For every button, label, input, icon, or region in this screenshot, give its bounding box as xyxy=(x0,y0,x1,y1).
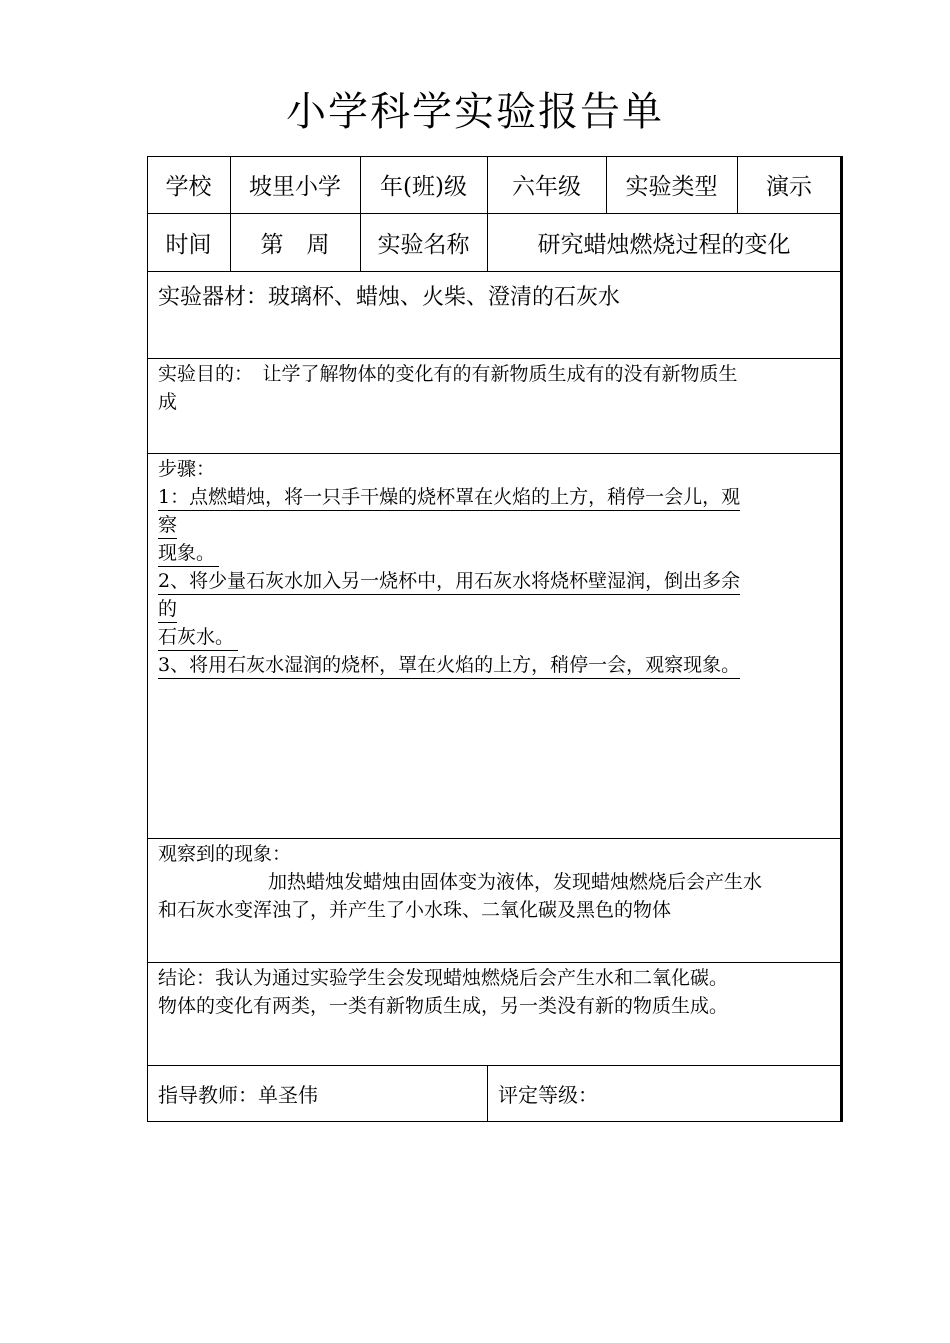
step-1-line: 1：点燃蜡烛，将一只手干燥的烧杯罩在火焰的上方，稍停一会儿，观 xyxy=(158,484,740,511)
purpose-line: 成 xyxy=(158,391,178,413)
observation-label: 观察到的现象： xyxy=(158,843,292,865)
school-value: 坡里小学 xyxy=(249,174,341,200)
row-divider xyxy=(147,838,841,839)
step-3-line: 3、将用石灰水湿润的烧杯，罩在火焰的上方，稍停一会，观察现象。 xyxy=(158,652,740,679)
purpose-section xyxy=(158,360,834,416)
observation-line: 加热蜡烛发蜡烛由固体变为液体，发现蜡烛燃烧后会产生水 xyxy=(268,871,763,893)
grade-value: 六年级 xyxy=(512,174,581,200)
row-divider xyxy=(147,453,841,454)
conclusion-section xyxy=(158,964,834,1020)
time-value: 第 周 xyxy=(260,231,330,258)
step-2-line: 2、将少量石灰水加入另一烧杯中，用石灰水将烧杯壁湿润，倒出多余 xyxy=(158,568,740,595)
step-1-line: 现象。 xyxy=(158,540,219,567)
table-right-edge xyxy=(841,156,843,1122)
conclusion-line: 结论：我认为通过实验学生会发现蜡烛燃烧后会产生水和二氧化碳。 xyxy=(158,967,729,989)
type-label: 实验类型 xyxy=(625,174,718,200)
school-label: 学校 xyxy=(165,174,212,200)
instructor-text: 指导教师：单圣伟 xyxy=(158,1083,318,1107)
page-title: 小学科学实验报告单 xyxy=(286,89,664,135)
step-1-line: 察 xyxy=(158,512,177,539)
step-2-line: 石灰水。 xyxy=(158,624,238,651)
time-label: 时间 xyxy=(165,231,212,258)
steps-label: 步骤： xyxy=(158,458,216,480)
experiment-name-value: 研究蜡烛燃烧过程的变化 xyxy=(537,231,791,258)
row-divider xyxy=(147,358,841,359)
column-divider xyxy=(487,1065,488,1122)
conclusion-line: 物体的变化有两类，一类有新物质生成，另一类没有新的物质生成。 xyxy=(158,995,729,1017)
steps-section xyxy=(158,455,834,679)
experiment-name-label: 实验名称 xyxy=(377,231,470,258)
rating-text: 评定等级： xyxy=(498,1083,598,1107)
observation-section xyxy=(158,840,834,924)
type-value: 演示 xyxy=(766,174,812,200)
step-2-line: 的 xyxy=(158,596,177,623)
purpose-line: 实验目的： 让学了解物体的变化有的有新物质生成有的没有新物质生 xyxy=(158,363,738,385)
row-divider xyxy=(147,962,841,963)
observation-line: 和石灰水变浑浊了，并产生了小水珠、二氧化碳及黑色的物体 xyxy=(158,899,672,921)
grade-label: 年(班)级 xyxy=(380,174,467,200)
materials-text: 实验器材：玻璃杯、蜡烛、火柴、澄清的石灰水 xyxy=(158,285,621,310)
row-divider xyxy=(147,271,841,272)
